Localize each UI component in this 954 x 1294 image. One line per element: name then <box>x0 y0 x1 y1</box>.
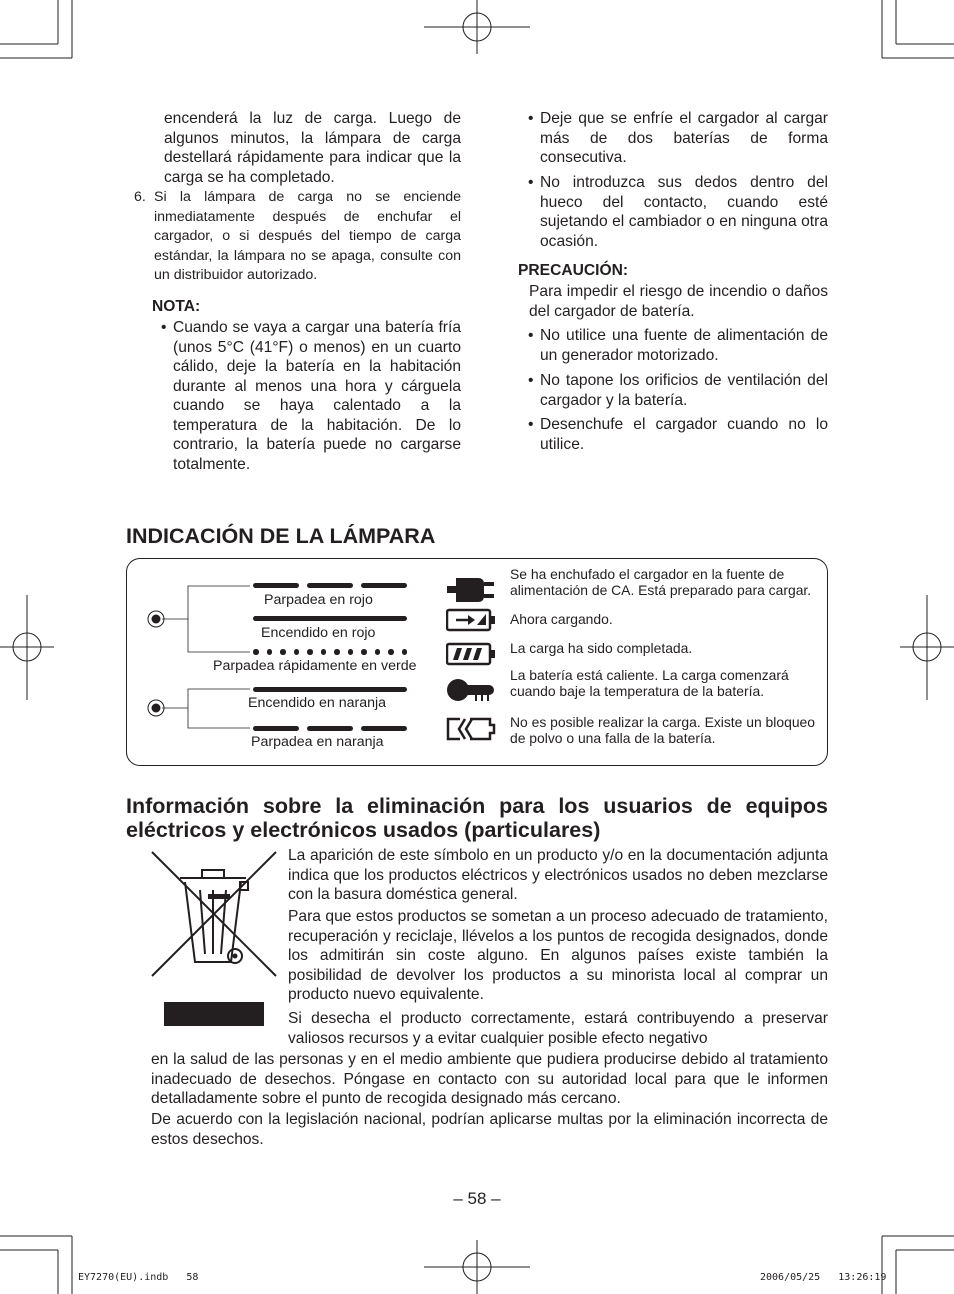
charging-continuation-paragraph: encenderá la luz de carga. Luego de algunos minutos, la lámpara de carga destellará rápidamente para indicar que la carga se ha completado. <box>164 110 461 186</box>
bullet-text: No utilice una fuente de alimentación de un generador motorizado. <box>540 327 828 364</box>
disposal-paragraph-1: La aparición de este símbolo en un producto y/o en la documentación adjunta indica que los productos eléctricos y electrónicos usados no deben mezclarse con la basura doméstica general. <box>288 847 828 903</box>
bar-solid-red <box>253 616 407 621</box>
footer-timestamp: 2006/05/25 13:26:19 <box>760 1272 887 1283</box>
registration-target-bottom <box>424 1240 530 1294</box>
precaucion-bullet-3 <box>528 415 828 454</box>
list-number: 6. <box>134 189 146 205</box>
plug-icon <box>446 576 496 604</box>
desc-battery-hot: La batería está caliente. La carga comenzará cuando baje la temperatura de la batería. <box>510 667 789 699</box>
bullet: • <box>528 327 534 344</box>
bullet: • <box>528 372 534 389</box>
lamp-section-title: INDICACIÓN DE LA LÁMPARA <box>126 524 436 548</box>
weee-crossed-bin-icon <box>150 850 278 1030</box>
nota-bullet-item <box>161 318 461 474</box>
label-solid-red: Encendido en rojo <box>261 625 376 641</box>
bullet-text: No introduzca sus dedos dentro del hueco del contacto, cuando esté sujetando el cambiador o en ninguna otra ocasión. <box>540 174 828 250</box>
label-blink-orange: Parpadea en naranja <box>251 734 384 750</box>
registration-target-left <box>0 595 54 700</box>
registration-target-top <box>424 0 530 54</box>
disposal-paragraph-2: Para que estos productos se sometan a un proceso adecuado de tratamiento, recuperación y reciclaje, llévelos a los puntos de recogida designados, donde los admitirán sin coste alguno. En algunos países existe también la posibilidad de devolver los productos a su minorista local al comprar un producto nuevo equivalente. <box>288 908 828 1003</box>
bullet: • <box>528 110 534 127</box>
bullet: • <box>161 319 167 336</box>
precaucion-heading: PRECAUCIÓN: <box>518 262 629 279</box>
bar-solid-orange <box>253 687 407 692</box>
registration-target-right <box>900 595 954 700</box>
battery-fault-icon <box>446 716 496 742</box>
list-item-6-text: Si la lámpara de carga no se enciende inmediatamente después de enchufar el cargador, o si después del tiempo de carga estándar, la lámpara no se apaga, consulte con un distribuidor autorizado. <box>154 189 461 283</box>
disposal-paragraph-3b: en la salud de las personas y en el medio ambiente que pudiera producirse debido al tratamiento inadecuado de desechos. Póngase en contacto con su autoridad local para que le informen detalladamente sobre el punto de recogida designado más cercano. <box>151 1051 828 1107</box>
desc-cannot-charge: No es posible realizar la carga. Existe un bloqueo de polvo o una falla de la batería. <box>510 714 815 746</box>
lamp-symbol-orange <box>148 700 164 716</box>
charging-battery-icon <box>446 608 496 632</box>
full-battery-icon <box>446 642 496 666</box>
disposal-paragraph-3a: Si desecha el producto correctamente, estará contribuyendo a preservar valiosos recursos y a evitar cualquier posible efecto negativo <box>288 1010 828 1047</box>
right-bullet-2 <box>528 173 828 251</box>
bar-fast-blink-green <box>253 649 407 655</box>
nota-text: Cuando se vaya a cargar una batería fría (unos 5°C (41°F) o menos) en un cuarto cálido, deje la batería en la habitación durante al menos una hora y cárguela cuando se haya calentado a la temperatura de la habitación. De lo contrario, la batería puede no cargarse totalmente. <box>173 319 461 473</box>
label-fast-blink-green: Parpadea rápidamente en verde <box>213 658 417 674</box>
lamp-symbol-red <box>148 611 164 627</box>
desc-complete: La carga ha sido completada. <box>510 640 693 656</box>
precaucion-intro: Para impedir el riesgo de incendio o daños del cargador de batería. <box>529 283 828 320</box>
precaucion-bullet-1 <box>528 326 828 365</box>
disposal-paragraph-4: De acuerdo con la legislación nacional, podrían aplicarse multas por la eliminación incorrecta de estos desechos. <box>151 1111 828 1148</box>
right-bullet-1 <box>528 109 828 168</box>
desc-charging: Ahora cargando. <box>510 611 613 627</box>
bullet: • <box>528 174 534 191</box>
label-blink-red: Parpadea en rojo <box>264 592 373 608</box>
footer-file-info: EY7270(EU).indb 58 <box>78 1272 199 1283</box>
bullet: • <box>528 416 534 433</box>
precaucion-bullet-2 <box>528 371 828 410</box>
disposal-section-title: Información sobre la eliminación para los usuarios de equipos eléctricos y electrónicos usados (particulares) <box>126 794 828 842</box>
list-item-6 <box>134 188 461 286</box>
thermometer-icon <box>446 676 496 704</box>
bullet-text: No tapone los orificios de ventilación del cargador y la batería. <box>540 372 828 409</box>
bullet-text: Desenchufe el cargador cuando no lo utilice. <box>540 416 828 453</box>
label-solid-orange: Encendido en naranja <box>248 695 387 711</box>
bullet-text: Deje que se enfríe el cargador al cargar más de dos baterías de forma consecutiva. <box>540 110 828 166</box>
desc-plugged-in: Se ha enchufado el cargador en la fuente de alimentación de CA. Está preparado para cargar. <box>510 566 812 598</box>
page-number: – 58 – <box>453 1189 501 1208</box>
nota-heading: NOTA: <box>152 298 201 315</box>
